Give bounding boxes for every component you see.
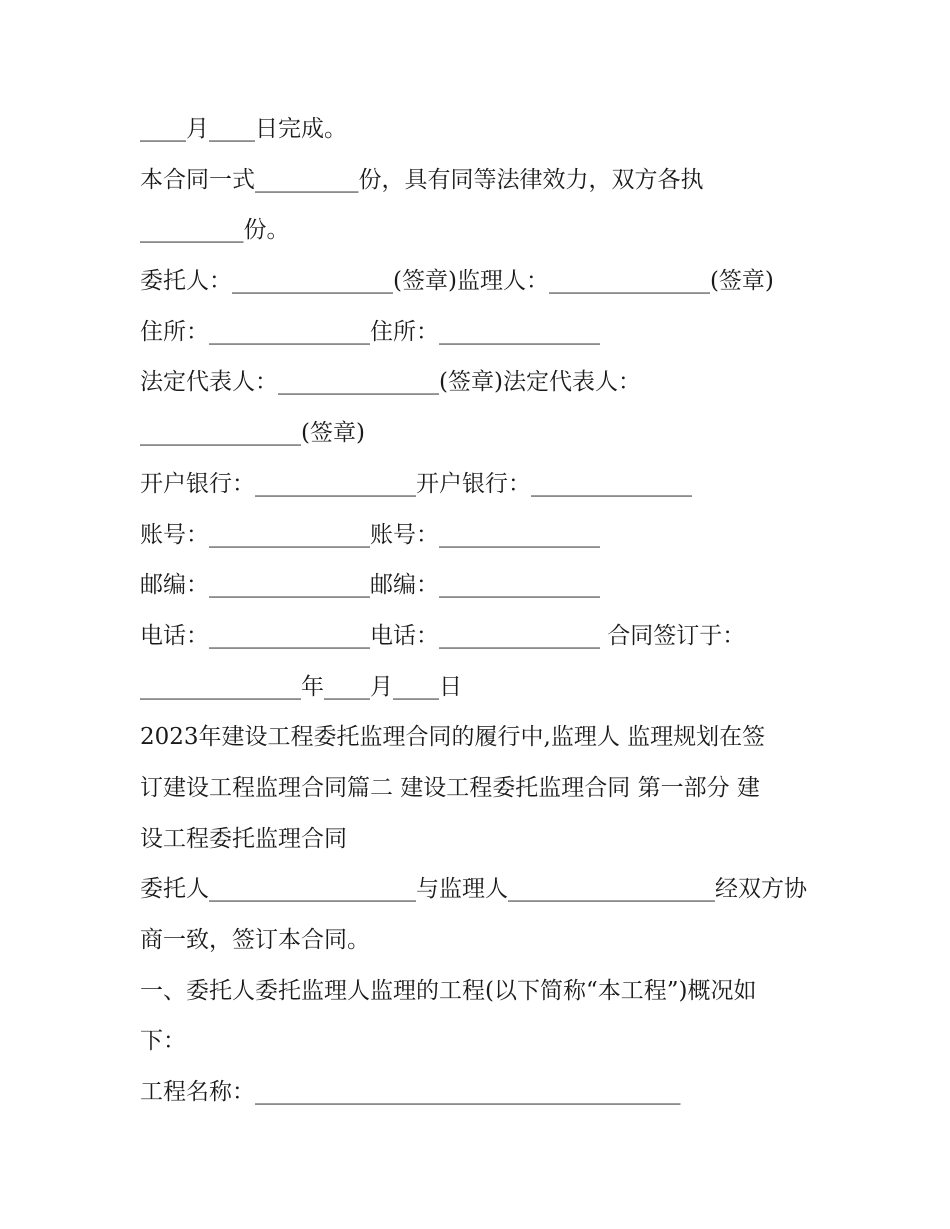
text-line: ____月____日完成。 <box>140 116 347 142</box>
text-line: 工程名称：_____________________________________ <box>140 1079 681 1106</box>
text-line: 住所：______________住所：______________ <box>140 318 600 345</box>
text-line: 2023年建设工程委托监理合同的履行中,监理人 监理规划在签 <box>140 724 766 751</box>
text-line: 开户银行：______________开户银行：______________ <box>140 470 692 497</box>
text-line: 本合同一式_________份，具有同等法律效力，双方各执 <box>140 166 704 193</box>
text-line: 一、委托人委托监理人监理的工程(以下简称“本工程”)概况如 <box>140 977 757 1004</box>
text-line: 订建设工程监理合同篇二 建设工程委托监理合同 第一部分 建 <box>140 774 760 801</box>
text-line: 下： <box>140 1028 186 1055</box>
text-line: 电话：______________电话：______________ 合同签订于： <box>140 622 746 649</box>
text-line: 邮编：______________邮编：______________ <box>140 572 600 599</box>
text-line: 委托人__________________与监理人__________________经双方协 <box>140 876 807 903</box>
text-line: _________份。 <box>140 217 290 244</box>
text-line: 设工程委托监理合同 <box>140 825 347 852</box>
text-line: 委托人：______________(签章)监理人：______________(签章) <box>140 268 774 295</box>
text-line: ______________(签章) <box>140 420 365 447</box>
text-line: 法定代表人：______________(签章)法定代表人： <box>140 369 641 396</box>
text-line: 账号：______________账号：______________ <box>140 521 600 548</box>
text-line: 商一致，签订本合同。 <box>140 927 370 953</box>
text-line: ______________年____月____日 <box>140 673 462 700</box>
document-body <box>140 104 820 1118</box>
